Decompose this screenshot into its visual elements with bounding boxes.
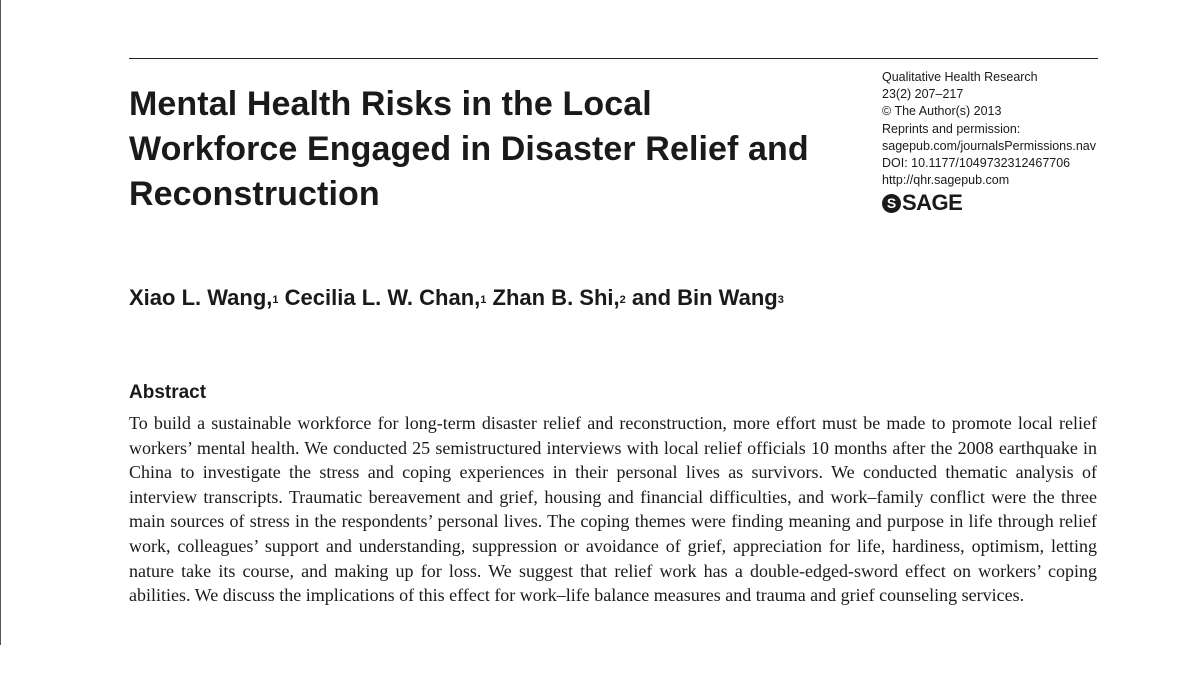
author-affiliation: 1 <box>480 294 487 306</box>
reprints-label: Reprints and permission: <box>882 121 1021 136</box>
author-affiliation: 3 <box>777 294 784 306</box>
doi-link[interactable]: DOI: 10.1177/1049732312467706 <box>882 156 1071 171</box>
abstract-heading: Abstract <box>129 382 207 403</box>
volume-pages: 23(2) 207–217 <box>882 87 964 102</box>
author-name: Cecilia L. W. Chan, <box>284 285 481 310</box>
copyright-line: © The Author(s) 2013 <box>882 104 1002 119</box>
author-name: Xiao L. Wang, <box>129 285 273 310</box>
journal-name: Qualitative Health Research <box>882 70 1038 84</box>
sage-logo-icon: S <box>882 194 901 213</box>
header-rule <box>129 58 1098 59</box>
author-name: Zhan B. Shi, <box>492 285 620 310</box>
author-name: and Bin Wang <box>631 285 778 310</box>
sage-logo-text: SAGE <box>902 190 963 216</box>
author-affiliation: 2 <box>619 294 626 306</box>
author-list <box>129 282 784 314</box>
sage-logo <box>882 191 1112 215</box>
author-affiliation: 1 <box>272 294 279 306</box>
article-title: Mental Health Risks in the Local Workforce Engaged in Disaster Relief and Reconstruction <box>129 85 809 213</box>
page-left-edge <box>0 0 1 645</box>
journal-info-block <box>882 69 1112 215</box>
abstract-text: To build a sustainable workforce for long-term disaster relief and reconstruction, more effort must be made to promote local relief workers’ mental health. We conducted 25 semistructured interviews with local relief officials 10 months after the 2008 earthquake in China to investigate the stress and coping experiences in their personal lives as survivors. We conducted thematic analysis of interview transcripts. Traumatic bereavement and grief, housing and financial difficulties, and work–family conflict were the three main sources of stress in the respondents’ personal lives. The coping themes were finding meaning and purpose in life through relief work, colleagues’ support and understanding, suppression or avoidance of grief, appreciation for life, hardiness, optimism, letting nature take its course, and making up for loss. We suggest that relief work has a double-edged-sword effect on workers’ coping abilities. We discuss the implications of this effect for work–life balance measures and trauma and grief counseling services. <box>129 413 1097 606</box>
reprints-link[interactable]: sagepub.com/journalsPermissions.nav <box>882 138 1096 153</box>
journal-website-link[interactable]: http://qhr.sagepub.com <box>882 173 1010 188</box>
